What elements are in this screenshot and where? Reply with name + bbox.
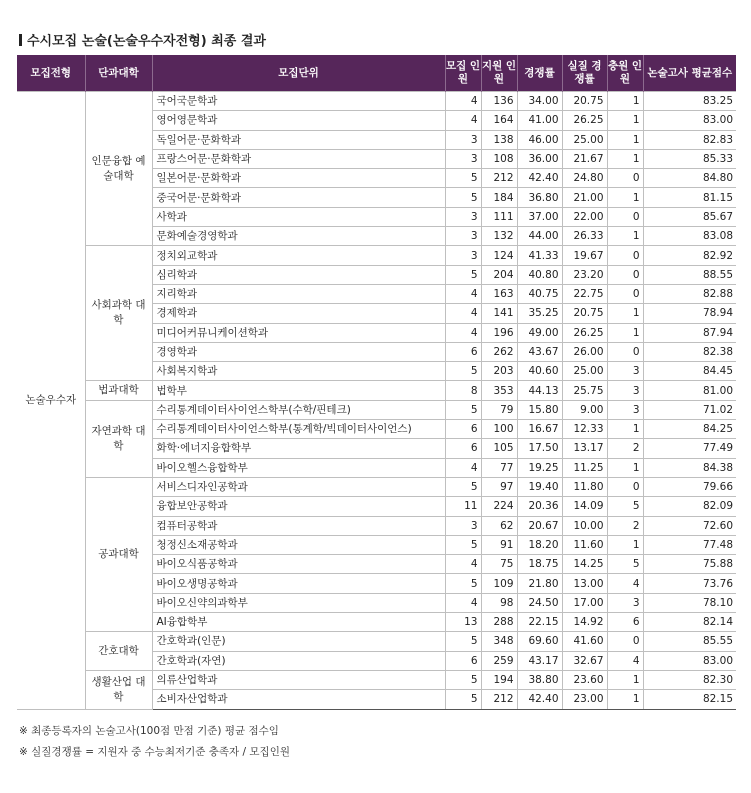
cell-real-ratio: 25.75 (562, 381, 607, 400)
cell-ratio: 17.50 (517, 439, 562, 458)
cell-applicants: 348 (481, 632, 517, 651)
cell-quota: 5 (445, 265, 481, 284)
cell-college: 공과대학 (85, 477, 152, 631)
cell-additional: 1 (607, 458, 643, 477)
cell-additional: 4 (607, 651, 643, 670)
cell-unit: AI융합학부 (152, 613, 445, 632)
cell-ratio: 19.40 (517, 477, 562, 496)
cell-applicants: 79 (481, 400, 517, 419)
cell-unit: 화학·에너지융합학부 (152, 439, 445, 458)
cell-real-ratio: 23.00 (562, 690, 607, 709)
cell-quota: 3 (445, 227, 481, 246)
cell-quota: 6 (445, 420, 481, 439)
cell-additional: 1 (607, 323, 643, 342)
results-table (17, 55, 736, 710)
cell-quota: 3 (445, 130, 481, 149)
cell-applicants: 164 (481, 111, 517, 130)
cell-ratio: 69.60 (517, 632, 562, 651)
cell-additional: 0 (607, 265, 643, 284)
cell-unit: 정치외교학과 (152, 246, 445, 265)
cell-ratio: 21.80 (517, 574, 562, 593)
cell-ratio: 16.67 (517, 420, 562, 439)
cell-quota: 4 (445, 284, 481, 303)
cell-ratio: 46.00 (517, 130, 562, 149)
cell-unit: 독일어문·문화학과 (152, 130, 445, 149)
cell-avg-score: 82.14 (643, 613, 736, 632)
cell-unit: 바이오신약의과학부 (152, 593, 445, 612)
cell-quota: 5 (445, 670, 481, 689)
cell-avg-score: 84.25 (643, 420, 736, 439)
cell-avg-score: 73.76 (643, 574, 736, 593)
cell-additional: 0 (607, 284, 643, 303)
cell-quota: 3 (445, 246, 481, 265)
cell-college: 인문융합 예술대학 (85, 92, 152, 246)
cell-avg-score: 82.09 (643, 497, 736, 516)
cell-real-ratio: 14.09 (562, 497, 607, 516)
cell-real-ratio: 9.00 (562, 400, 607, 419)
cell-quota: 5 (445, 632, 481, 651)
cell-applicants: 98 (481, 593, 517, 612)
cell-additional: 0 (607, 632, 643, 651)
cell-unit: 수리통계데이터사이언스학부(수학/핀테크) (152, 400, 445, 419)
cell-ratio: 38.80 (517, 670, 562, 689)
cell-additional: 1 (607, 149, 643, 168)
cell-additional: 0 (607, 342, 643, 361)
cell-real-ratio: 14.92 (562, 613, 607, 632)
cell-unit: 국어국문학과 (152, 92, 445, 111)
cell-quota: 5 (445, 477, 481, 496)
cell-avg-score: 83.08 (643, 227, 736, 246)
cell-unit: 일본어문·문화학과 (152, 169, 445, 188)
cell-applicants: 124 (481, 246, 517, 265)
cell-additional: 1 (607, 111, 643, 130)
cell-real-ratio: 25.00 (562, 130, 607, 149)
table-row (17, 381, 736, 400)
cell-applicants: 111 (481, 207, 517, 226)
header-avg-score: 논술고사 평균점수 (643, 55, 736, 92)
cell-real-ratio: 19.67 (562, 246, 607, 265)
cell-real-ratio: 23.20 (562, 265, 607, 284)
cell-quota: 4 (445, 323, 481, 342)
cell-college: 간호대학 (85, 632, 152, 671)
cell-admission-type: 논술우수자 (17, 92, 85, 710)
cell-ratio: 20.36 (517, 497, 562, 516)
cell-real-ratio: 32.67 (562, 651, 607, 670)
cell-applicants: 62 (481, 516, 517, 535)
cell-additional: 4 (607, 574, 643, 593)
cell-unit: 바이오생명공학과 (152, 574, 445, 593)
cell-avg-score: 83.25 (643, 92, 736, 111)
cell-avg-score: 79.66 (643, 477, 736, 496)
cell-real-ratio: 25.00 (562, 362, 607, 381)
cell-applicants: 141 (481, 304, 517, 323)
header-real-ratio: 실질 경쟁률 (562, 55, 607, 92)
cell-ratio: 40.80 (517, 265, 562, 284)
cell-unit: 사회복지학과 (152, 362, 445, 381)
cell-applicants: 91 (481, 535, 517, 554)
cell-college: 법과대학 (85, 381, 152, 400)
cell-unit: 청정신소재공학과 (152, 535, 445, 554)
cell-avg-score: 85.67 (643, 207, 736, 226)
cell-ratio: 44.13 (517, 381, 562, 400)
page-title (19, 30, 266, 49)
cell-applicants: 212 (481, 169, 517, 188)
cell-college: 사회과학 대학 (85, 246, 152, 381)
table-row (17, 670, 736, 689)
table-row (17, 400, 736, 419)
cell-avg-score: 88.55 (643, 265, 736, 284)
cell-additional: 1 (607, 304, 643, 323)
cell-quota: 4 (445, 593, 481, 612)
cell-avg-score: 82.88 (643, 284, 736, 303)
cell-unit: 프랑스어문·문화학과 (152, 149, 445, 168)
cell-quota: 5 (445, 362, 481, 381)
cell-unit: 문화예술경영학과 (152, 227, 445, 246)
cell-quota: 5 (445, 574, 481, 593)
cell-additional: 2 (607, 439, 643, 458)
cell-ratio: 41.33 (517, 246, 562, 265)
cell-applicants: 353 (481, 381, 517, 400)
cell-ratio: 37.00 (517, 207, 562, 226)
cell-unit: 수리통계데이터사이언스학부(통계학/빅데이터사이언스) (152, 420, 445, 439)
notes (19, 721, 290, 763)
cell-ratio: 49.00 (517, 323, 562, 342)
cell-additional: 0 (607, 246, 643, 265)
cell-unit: 심리학과 (152, 265, 445, 284)
header-college: 단과대학 (85, 55, 152, 92)
cell-applicants: 196 (481, 323, 517, 342)
cell-college: 자연과학 대학 (85, 400, 152, 477)
cell-ratio: 41.00 (517, 111, 562, 130)
cell-unit: 바이오식품공학과 (152, 555, 445, 574)
cell-applicants: 262 (481, 342, 517, 361)
cell-real-ratio: 26.00 (562, 342, 607, 361)
table-row (17, 632, 736, 651)
cell-avg-score: 78.94 (643, 304, 736, 323)
cell-avg-score: 84.80 (643, 169, 736, 188)
cell-quota: 5 (445, 535, 481, 554)
cell-quota: 3 (445, 516, 481, 535)
cell-quota: 4 (445, 458, 481, 477)
cell-additional: 1 (607, 130, 643, 149)
cell-ratio: 22.15 (517, 613, 562, 632)
cell-real-ratio: 11.25 (562, 458, 607, 477)
cell-applicants: 288 (481, 613, 517, 632)
cell-ratio: 40.75 (517, 284, 562, 303)
cell-ratio: 19.25 (517, 458, 562, 477)
table-row (17, 477, 736, 496)
cell-real-ratio: 10.00 (562, 516, 607, 535)
cell-unit: 간호학과(인문) (152, 632, 445, 651)
cell-avg-score: 78.10 (643, 593, 736, 612)
table-header-row (17, 55, 736, 92)
table-body (17, 92, 736, 710)
cell-unit: 바이오헬스융합학부 (152, 458, 445, 477)
cell-applicants: 132 (481, 227, 517, 246)
cell-avg-score: 85.55 (643, 632, 736, 651)
cell-unit: 미디어커뮤니케이션학과 (152, 323, 445, 342)
cell-unit: 법학부 (152, 381, 445, 400)
cell-unit: 사학과 (152, 207, 445, 226)
cell-avg-score: 87.94 (643, 323, 736, 342)
cell-real-ratio: 14.25 (562, 555, 607, 574)
cell-quota: 4 (445, 304, 481, 323)
cell-ratio: 34.00 (517, 92, 562, 111)
cell-applicants: 204 (481, 265, 517, 284)
cell-real-ratio: 21.00 (562, 188, 607, 207)
cell-real-ratio: 20.75 (562, 304, 607, 323)
cell-quota: 6 (445, 439, 481, 458)
cell-real-ratio: 12.33 (562, 420, 607, 439)
cell-additional: 1 (607, 188, 643, 207)
cell-additional: 3 (607, 362, 643, 381)
cell-additional: 1 (607, 535, 643, 554)
cell-real-ratio: 11.60 (562, 535, 607, 554)
cell-real-ratio: 17.00 (562, 593, 607, 612)
cell-real-ratio: 26.25 (562, 111, 607, 130)
cell-avg-score: 84.45 (643, 362, 736, 381)
cell-quota: 11 (445, 497, 481, 516)
header-additional: 충원 인원 (607, 55, 643, 92)
cell-ratio: 42.40 (517, 169, 562, 188)
cell-avg-score: 82.38 (643, 342, 736, 361)
cell-real-ratio: 21.67 (562, 149, 607, 168)
header-ratio: 경쟁률 (517, 55, 562, 92)
cell-ratio: 43.17 (517, 651, 562, 670)
cell-applicants: 138 (481, 130, 517, 149)
cell-applicants: 100 (481, 420, 517, 439)
cell-additional: 0 (607, 207, 643, 226)
cell-additional: 1 (607, 227, 643, 246)
cell-ratio: 40.60 (517, 362, 562, 381)
note-line: ※ 실질경쟁률 = 지원자 중 수능최저기준 충족자 / 모집인원 (19, 746, 290, 758)
cell-real-ratio: 11.80 (562, 477, 607, 496)
cell-avg-score: 82.15 (643, 690, 736, 709)
cell-ratio: 18.20 (517, 535, 562, 554)
cell-ratio: 20.67 (517, 516, 562, 535)
cell-quota: 5 (445, 690, 481, 709)
cell-additional: 1 (607, 670, 643, 689)
cell-additional: 6 (607, 613, 643, 632)
cell-quota: 3 (445, 207, 481, 226)
cell-applicants: 75 (481, 555, 517, 574)
cell-avg-score: 77.49 (643, 439, 736, 458)
cell-quota: 4 (445, 111, 481, 130)
cell-avg-score: 77.48 (643, 535, 736, 554)
header-unit: 모집단위 (152, 55, 445, 92)
cell-applicants: 259 (481, 651, 517, 670)
cell-avg-score: 82.92 (643, 246, 736, 265)
cell-ratio: 36.80 (517, 188, 562, 207)
cell-applicants: 203 (481, 362, 517, 381)
cell-unit: 컴퓨터공학과 (152, 516, 445, 535)
cell-additional: 3 (607, 400, 643, 419)
cell-applicants: 109 (481, 574, 517, 593)
cell-avg-score: 84.38 (643, 458, 736, 477)
cell-unit: 경제학과 (152, 304, 445, 323)
cell-real-ratio: 20.75 (562, 92, 607, 111)
cell-real-ratio: 22.75 (562, 284, 607, 303)
cell-applicants: 108 (481, 149, 517, 168)
cell-ratio: 35.25 (517, 304, 562, 323)
cell-additional: 5 (607, 497, 643, 516)
cell-applicants: 194 (481, 670, 517, 689)
cell-unit: 융합보안공학과 (152, 497, 445, 516)
cell-real-ratio: 26.33 (562, 227, 607, 246)
cell-avg-score: 82.30 (643, 670, 736, 689)
cell-quota: 5 (445, 400, 481, 419)
header-quota: 모집 인원 (445, 55, 481, 92)
cell-additional: 2 (607, 516, 643, 535)
cell-applicants: 136 (481, 92, 517, 111)
cell-additional: 1 (607, 92, 643, 111)
cell-unit: 의류산업학과 (152, 670, 445, 689)
cell-applicants: 224 (481, 497, 517, 516)
cell-additional: 0 (607, 169, 643, 188)
cell-ratio: 18.75 (517, 555, 562, 574)
cell-applicants: 163 (481, 284, 517, 303)
cell-avg-score: 72.60 (643, 516, 736, 535)
cell-unit: 경영학과 (152, 342, 445, 361)
cell-avg-score: 71.02 (643, 400, 736, 419)
cell-real-ratio: 26.25 (562, 323, 607, 342)
note-line: ※ 최종등록자의 논술고사(100점 만점 기준) 평균 점수임 (19, 725, 279, 737)
cell-college: 생활산업 대학 (85, 670, 152, 709)
page-title-text: 수시모집 논술(논술우수자전형) 최종 결과 (27, 34, 266, 49)
cell-avg-score: 81.00 (643, 381, 736, 400)
cell-additional: 5 (607, 555, 643, 574)
cell-real-ratio: 23.60 (562, 670, 607, 689)
table-row (17, 246, 736, 265)
cell-avg-score: 81.15 (643, 188, 736, 207)
cell-quota: 6 (445, 342, 481, 361)
cell-ratio: 36.00 (517, 149, 562, 168)
cell-applicants: 184 (481, 188, 517, 207)
cell-real-ratio: 22.00 (562, 207, 607, 226)
cell-applicants: 77 (481, 458, 517, 477)
cell-unit: 중국어문·문화학과 (152, 188, 445, 207)
cell-quota: 4 (445, 555, 481, 574)
cell-real-ratio: 13.17 (562, 439, 607, 458)
cell-avg-score: 82.83 (643, 130, 736, 149)
cell-quota: 4 (445, 92, 481, 111)
cell-real-ratio: 13.00 (562, 574, 607, 593)
cell-quota: 5 (445, 169, 481, 188)
cell-real-ratio: 24.80 (562, 169, 607, 188)
cell-ratio: 44.00 (517, 227, 562, 246)
cell-additional: 3 (607, 593, 643, 612)
cell-quota: 6 (445, 651, 481, 670)
cell-unit: 지리학과 (152, 284, 445, 303)
cell-unit: 소비자산업학과 (152, 690, 445, 709)
cell-ratio: 43.67 (517, 342, 562, 361)
cell-applicants: 105 (481, 439, 517, 458)
cell-applicants: 97 (481, 477, 517, 496)
cell-additional: 1 (607, 690, 643, 709)
cell-additional: 0 (607, 477, 643, 496)
cell-unit: 영어영문학과 (152, 111, 445, 130)
cell-unit: 서비스디자인공학과 (152, 477, 445, 496)
cell-ratio: 24.50 (517, 593, 562, 612)
cell-quota: 3 (445, 149, 481, 168)
table-row (17, 92, 736, 111)
header-applicants: 지원 인원 (481, 55, 517, 92)
cell-avg-score: 75.88 (643, 555, 736, 574)
header-admission-type: 모집전형 (17, 55, 85, 92)
cell-ratio: 42.40 (517, 690, 562, 709)
cell-applicants: 212 (481, 690, 517, 709)
cell-real-ratio: 41.60 (562, 632, 607, 651)
cell-additional: 3 (607, 381, 643, 400)
cell-additional: 1 (607, 420, 643, 439)
cell-unit: 간호학과(자연) (152, 651, 445, 670)
cell-quota: 8 (445, 381, 481, 400)
title-bar-icon (19, 34, 22, 46)
cell-avg-score: 85.33 (643, 149, 736, 168)
cell-avg-score: 83.00 (643, 651, 736, 670)
cell-ratio: 15.80 (517, 400, 562, 419)
cell-quota: 5 (445, 188, 481, 207)
cell-quota: 13 (445, 613, 481, 632)
cell-avg-score: 83.00 (643, 111, 736, 130)
